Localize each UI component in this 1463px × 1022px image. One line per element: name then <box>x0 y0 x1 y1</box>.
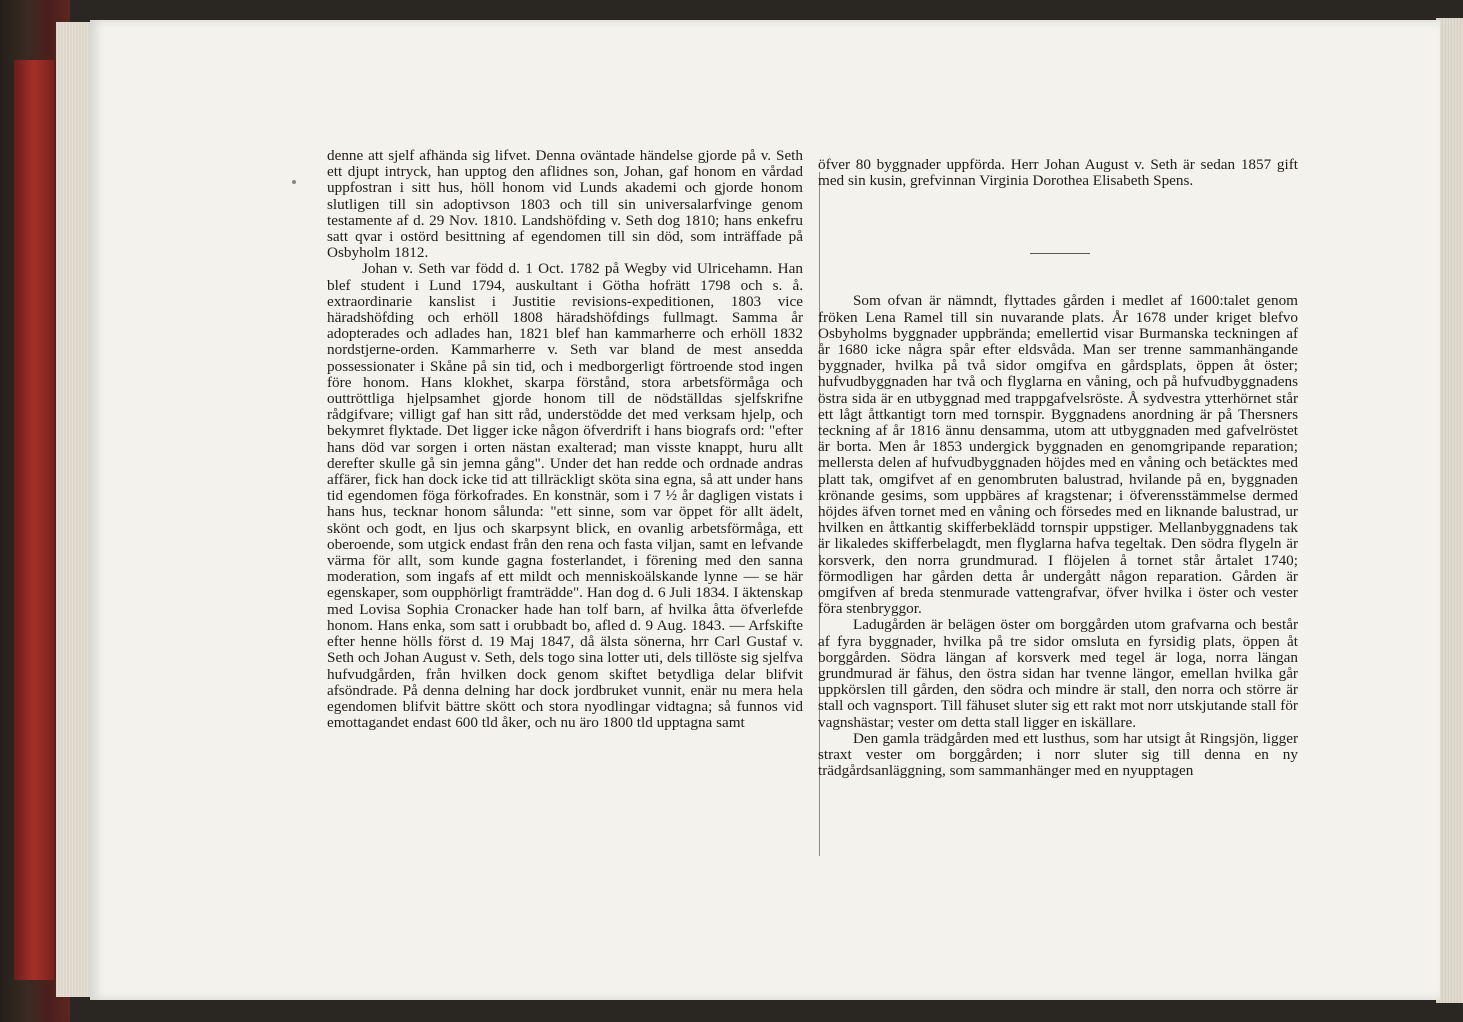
right-text-column <box>818 157 1298 780</box>
right-paragraph-4: Den gamla trädgården med ett lusthus, som har utsigt åt Ringsjön, ligger straxt vester om borggården; i norr sluter sig till denna en ny trädgårdsanläggning, som sammanhänger med en nyupptagen <box>818 729 1298 780</box>
right-paragraph-1: öfver 80 byggnader uppförda. Herr Johan August v. Seth är sedan 1857 gift med sin kusin, grefvinnan Virginia Dorothea Elisabeth Spens. <box>818 156 1298 190</box>
margin-mark <box>292 180 296 184</box>
book-page <box>90 20 1440 1000</box>
section-gap <box>818 189 1298 293</box>
cover-binding <box>14 60 54 980</box>
page-edges-right <box>1436 18 1463 1003</box>
page-edges-left <box>56 22 92 997</box>
right-paragraph-3: Ladugården är belägen öster om borggården utom grafvarna och består af fyra byggnader, hvilka på tre sidor omsluta en fyrsidig plats, öppen åt borggården. Södra längan af korsverk med tegel är loga, norra längan grundmurad är fähus, den östra sidan har tvenne längor, emellan hvilka går uppkörslen till gården, den södra och mindre är stall, den norra och större är stall och vagnsport. Till fähuset sluter sig ett rakt mot norr utskjutande stall för vagnshästar; vester om detta stall ligger en iskällare. <box>818 616 1298 731</box>
right-paragraph-2: Som ofvan är nämndt, flyttades gården i medlet af 1600:talet genom fröken Lena Ramel till sin nuvarande plats. År 1678 under kriget blefvo Osbyholms byggnader uppbrända; emellertid visar Burmanska teckningen af år 1680 icke några spår efter eldsvåda. Man ser trenne sammanhängande byggnader, hvilka på två sidor omgifva en gårdsplats, öppen åt öster; hufvudbyggnaden har två och flyglarna en våning, och på hufvudbyggnadens östra sida är en utbyggnad med trappgafvelsröste. Å sydvestra ytterhörnet står ett lågt åttkantigt torn med tornspir. Byggnadens anordning är på Thersners teckning af år 1816 ännu densamma, utom att utbyggnaden med gafvelröstet är borta. Men år 1853 undergick byggnaden en genomgripande reparation; mellersta delen af hufvudbyggnaden höjdes med en våning och betäcktes med platt tak, omgifvet af en genombruten balustrad, hvilande på en, byggnaden krönande gesims, som uppbäres af kragstenar; i öfverensstämmelse dermed höjdes äfven tornet med en våning och försedes med en liknande balustrad, ur hvilken en åttkantig skifferbeklädd tornspir uppstiger. Mellanbyggnadens tak är likaledes skifferbelagdt, men flyglarna hafva tegeltak. Den södra flygeln är korsverk, den norra grundmurad. I flöjelen å tornet står årtalet 1740; förmodligen har gården detta år undergått någon reparation. Gården är omgifven af breda stenmurade vattengrafvar, öfver hvilka i öster och vester föra stenbryggor. <box>818 292 1298 618</box>
left-paragraph-2: Johan v. Seth var född d. 1 Oct. 1782 på Wegby vid Ulricehamn. Han blef student i Lund 1794, auskultant i Götha hofrätt 1798 och s. å. extraordinarie kanslist i Justitie revisions-expeditionen, 1803 vice häradshöfding och erhöll 1808 häradshöfdings fullmagt. Samma år adopterades och adlades han, 1821 blef han kammarherre och erhöll 1832 nordstjerne-orden. Kammarherre v. Seth var bland de mest ansedda possessionater i Skåne på sin tid, och i medborgerligt förtroende stod ingen före honom. Hans klokhet, skarpa förstånd, stora arbetsförmåga och outtröttliga hjelpsamhet gjorde honom till de nödställdas sjelfskrifne rådgifvare; villigt gaf han sitt råd, understödde det med verksam hjelp, och bekymret flyktade. Det ligger icke någon öfverdrift i hans biografs ord: "efter hans död var sorgen i orten nästan exalterad; man visste knappt, huru allt derefter skulle gå sin jemna gång". Under det han redde och ordnade andras affärer, fick han dock icke tid att tillräckligt sköta sina egna, så att under hans tid egendomen föga förkofrades. En konstnär, som i 7 ½ år dagligen vistats i hans hus, tecknar honom sålunda: "ett sinne, som var öppet för allt ädelt, skönt och godt, en ljus och skarpsynt blick, en ovanlig arbetsförmåga, ett oberoende, som utgick endast från den rena och fasta viljan, samt en lefvande värma för allt, som kunde gagna fosterlandet, i förening med den sanna moderation, som ingafs af ett mildt och menniskoälskande lynne — se här egenskaper, som oupphörligt framträdde". Han dog d. 6 Juli 1834. I äktenskap med Lovisa Sophia Cronacker hade han tolf barn, af hvilka åtta öfverlefde honom. Hans enka, som satt i orubbadt bo, afled d. 9 Aug. 1843. — Arfskifte efter henne hölls först d. 19 Maj 1847, då älsta sönerna, hrr Carl Gustaf v. Seth och Johan August v. Seth, dels togo sina lotter uti, dels tillöste sig sjelfva hufvudgården, från hvilken dock genom skiftet betydliga delar blifvit afsöndrade. På denna delning har dock jordbruket vunnit, enär nu mera hela egendomen blifvit bättre skött och stora nyodlingar vidtagna; så funnos vid emottagandet endast 600 tld åker, och nu äro 1800 tld upptagna samt <box>327 260 803 732</box>
left-text-column <box>327 148 803 731</box>
section-separator-rule <box>1030 253 1090 254</box>
left-paragraph-1: denne att sjelf afhända sig lifvet. Denna oväntade händelse gjorde på v. Seth ett djupt intryck, han upptog den aflidnes son, Johan, gaf honom en vårdad uppfostran i sitt hus, höll honom vid Lunds akademi och gjorde honom slutligen till sin adoptivson 1803 och till sin universalarfvinge genom testamente af d. 29 Nov. 1810. Landshöfding v. Seth dog 1810; hans enkefru satt qvar i ostörd besittning af egendomen till sin död, som inträffade på Osbyholm 1812. <box>327 147 803 262</box>
